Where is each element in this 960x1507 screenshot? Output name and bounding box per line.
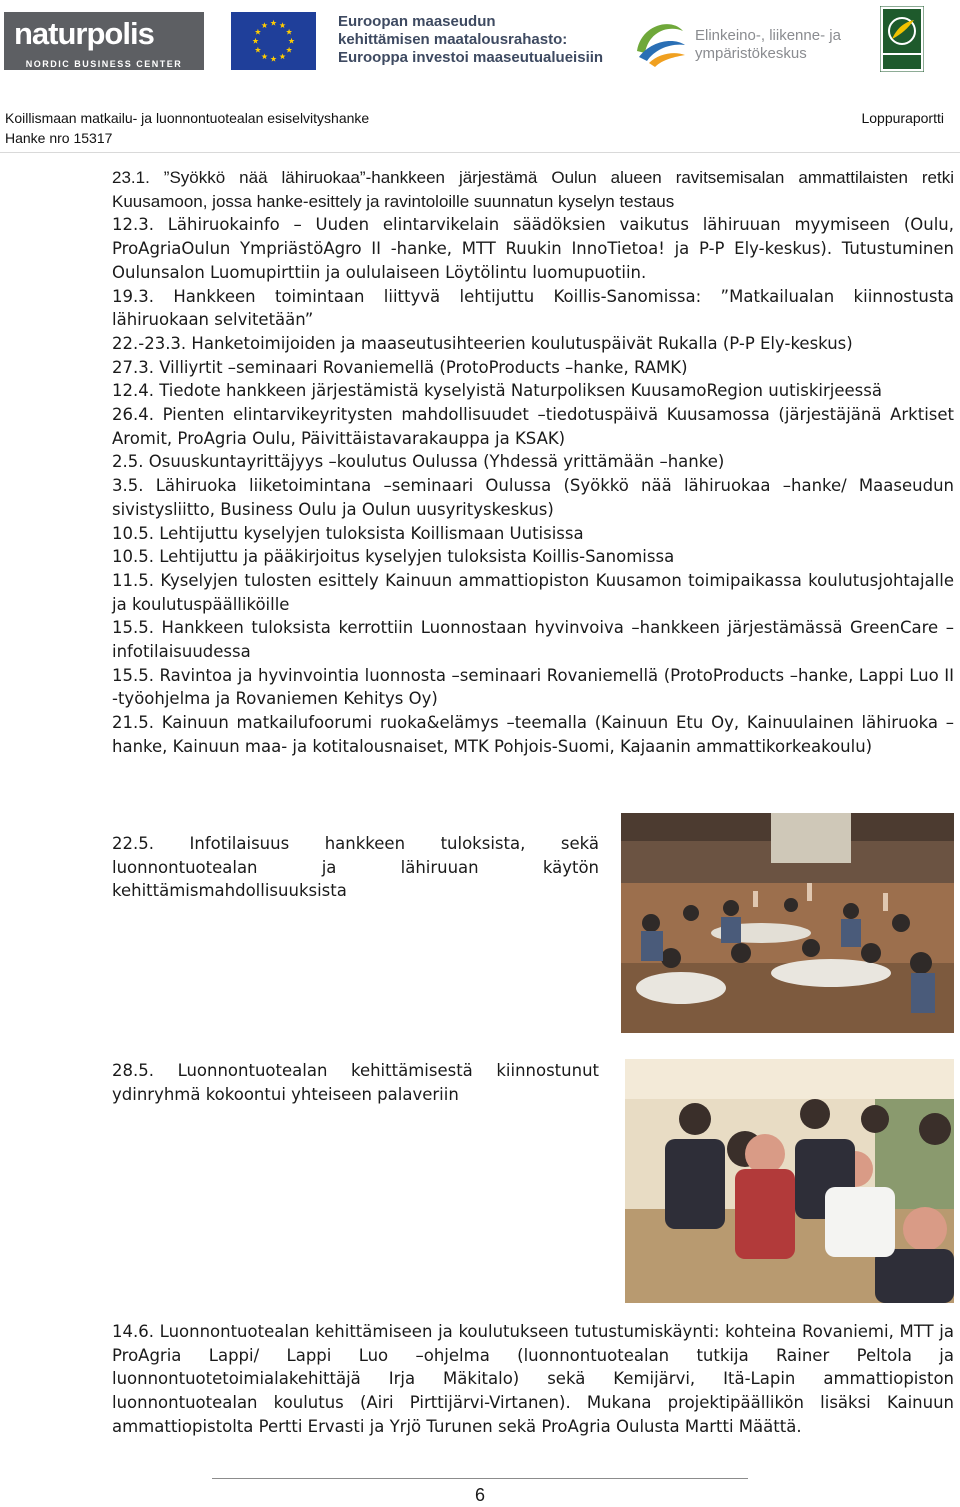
eafrd-line: Euroopan maaseudun	[338, 13, 496, 30]
event-entry-with-photo: 22.5. Infotilaisuus hankkeen tuloksista, sekä luonnontuotealan ja lähiruuan käytön kehittämismahdollisuuksista	[112, 834, 599, 901]
event-entry: 10.5. Lehtijuttu ja pääkirjoitus kyselyjen tuloksista Koillis-Sanomissa	[112, 547, 675, 567]
eafrd-text-logo	[338, 13, 623, 67]
event-entry: 3.5. Lähiruoka liiketoimintana –seminaari Oulussa (Syökkö nää lähiruokaa –hanke/ Maaseudun sivistysliitto, Business Oulu ja Oulun uusyrityskeskus)	[112, 476, 954, 519]
event-entry: 15.5. Ravintoa ja hyvinvointia luonnosta –seminaari Rovaniemellä (ProtoProducts –hanke, Lappi Luo II -työohjelma ja Rovaniemen Kehitys Oy)	[112, 665, 954, 709]
eu-flag-logo	[231, 12, 316, 70]
report-type: Loppuraportti	[861, 110, 944, 126]
leader-logo	[880, 6, 924, 72]
event-entry: 14.6. Luonnontuotealan kehittämiseen ja koulutukseen tutustumiskäynti: kohteina Rovaniemi, MTT ja ProAgria Lappi/ Lappi Luo –ohjelma (luonnontuotealan tutkija Rainer Peltola ja luonnontuotetoimialakehittäjä Irja Mäkitalo) sekä Kemijärvi, Itä-Lapin ammattiopiston luonnontuotealan koulutus (Airi Pirttijärvi-Virtanen). Mukana projektipäällikön lisäksi Kainuun ammattiopistolta Pertti Ervasti ja Yrjö Turunen sekä ProAgria Oulusta Martti Määttä.	[112, 1322, 954, 1436]
event-entry: 23.1. ”Syökkö nää lähiruokaa”-hankkeen järjestämä Oulun alueen ravitsemisalan ammattilaisten retki Kuusamoon, jossa hanke-esittely ja ravintoloille suunnatun kyselyn testaus	[112, 168, 954, 211]
event-entry: 21.5. Kainuun matkailufoorumi ruoka&elämys –teemalla (Kainuun Etu Oy, Kainuulainen lähiruoka –hanke, Kainuun maa- ja kotitalousnaiset, MTK Pohjois-Suomi, Kajaanin ammattikorkeakoulu)	[112, 713, 954, 756]
footer-divider	[212, 1478, 748, 1479]
naturpolis-logo-word: naturpolis	[14, 16, 154, 51]
eafrd-line: Eurooppa investoi maaseutualueisiin	[338, 49, 604, 66]
ely-keskus-logo-text	[695, 27, 860, 63]
core-group-meeting-photo	[625, 1059, 954, 1303]
naturpolis-logo	[4, 12, 204, 70]
event-entry-with-photo: 28.5. Luonnontuotealan kehittämisestä kiinnostunut ydinryhmä kokoontui yhteiseen palaveriin	[112, 1061, 599, 1104]
ely-keskus-emblem-icon	[631, 11, 689, 69]
event-list	[112, 166, 954, 759]
event-entry: 11.5. Kyselyjen tulosten esittely Kainuun ammattiopiston Kuusamon toimipaikassa koulutusjohtajalle ja koulutuspäälliköille	[112, 570, 954, 614]
event-entry: 22.-23.3. Hanketoimijoiden ja maaseutusihteerien koulutuspäivät Rukalla (P-P Ely-keskus)	[112, 333, 853, 353]
project-number: Hanke nro 15317	[5, 130, 113, 146]
eafrd-line: kehittämisen maatalousrahasto:	[338, 31, 568, 48]
event-entry: 12.3. Lähiruokainfo – Uuden elintarvikelain säädöksien vaikutus lähiruuan myymiseen (Oulu, ProAgriaOulun YmpriästöAgro II -hanke, MTT Ruukin InnoTietoa! ja P-P Ely-keskus). Tutustuminen Oulunsalon Luomupirttiin ja oululaiseen Löytölintu luomupuotiin.	[112, 215, 954, 282]
event-entry: 2.5. Osuuskuntayrittäjyys –koulutus Oulussa (Yhdessä yrittämään –hanke)	[112, 452, 725, 472]
event-entry: 26.4. Pienten elintarvikeyritysten mahdollisuudet –tiedotuspäivä Kuusamossa (järjestäjänä Arktiset Aromit, ProAgria Oulu, Päivittäistavarakauppa ja KSAK)	[112, 405, 954, 448]
event-entry: 12.4. Tiedote hankkeen järjestämistä kyselyistä Naturpoliksen KuusamoRegion uutiskirjeessä	[112, 381, 882, 401]
ely-line: Elinkeino-, liikenne- ja	[695, 27, 841, 44]
header-divider	[0, 152, 960, 153]
running-header-left	[5, 108, 369, 148]
event-entry: 15.5. Hankkeen tuloksista kerrottiin Luonnostaan hyvinvoiva –hankkeen järjestämässä GreenCare –infotilaisuudessa	[112, 618, 954, 662]
event-entry: 10.5. Lehtijuttu kyselyjen tuloksista Koillismaan Uutisissa	[112, 523, 584, 543]
naturpolis-logo-subtitle: NORDIC BUSINESS CENTER	[25, 59, 183, 69]
event-entry: 19.3. Hankkeen toimintaan liittyvä lehtijuttu Koillis-Sanomissa: ”Matkailualan kiinnostusta lähiruokaan selvitetään”	[112, 286, 954, 330]
page-number: 6	[474, 1485, 485, 1505]
project-name: Koillismaan matkailu- ja luonnontuotealan esiselvityshanke	[5, 110, 370, 126]
ely-line: ympäristökeskus	[695, 45, 807, 62]
seminar-audience-photo	[621, 813, 954, 1033]
event-entry: 27.3. Villiyrtit –seminaari Rovaniemellä (ProtoProducts –hanke, RAMK)	[112, 357, 688, 377]
